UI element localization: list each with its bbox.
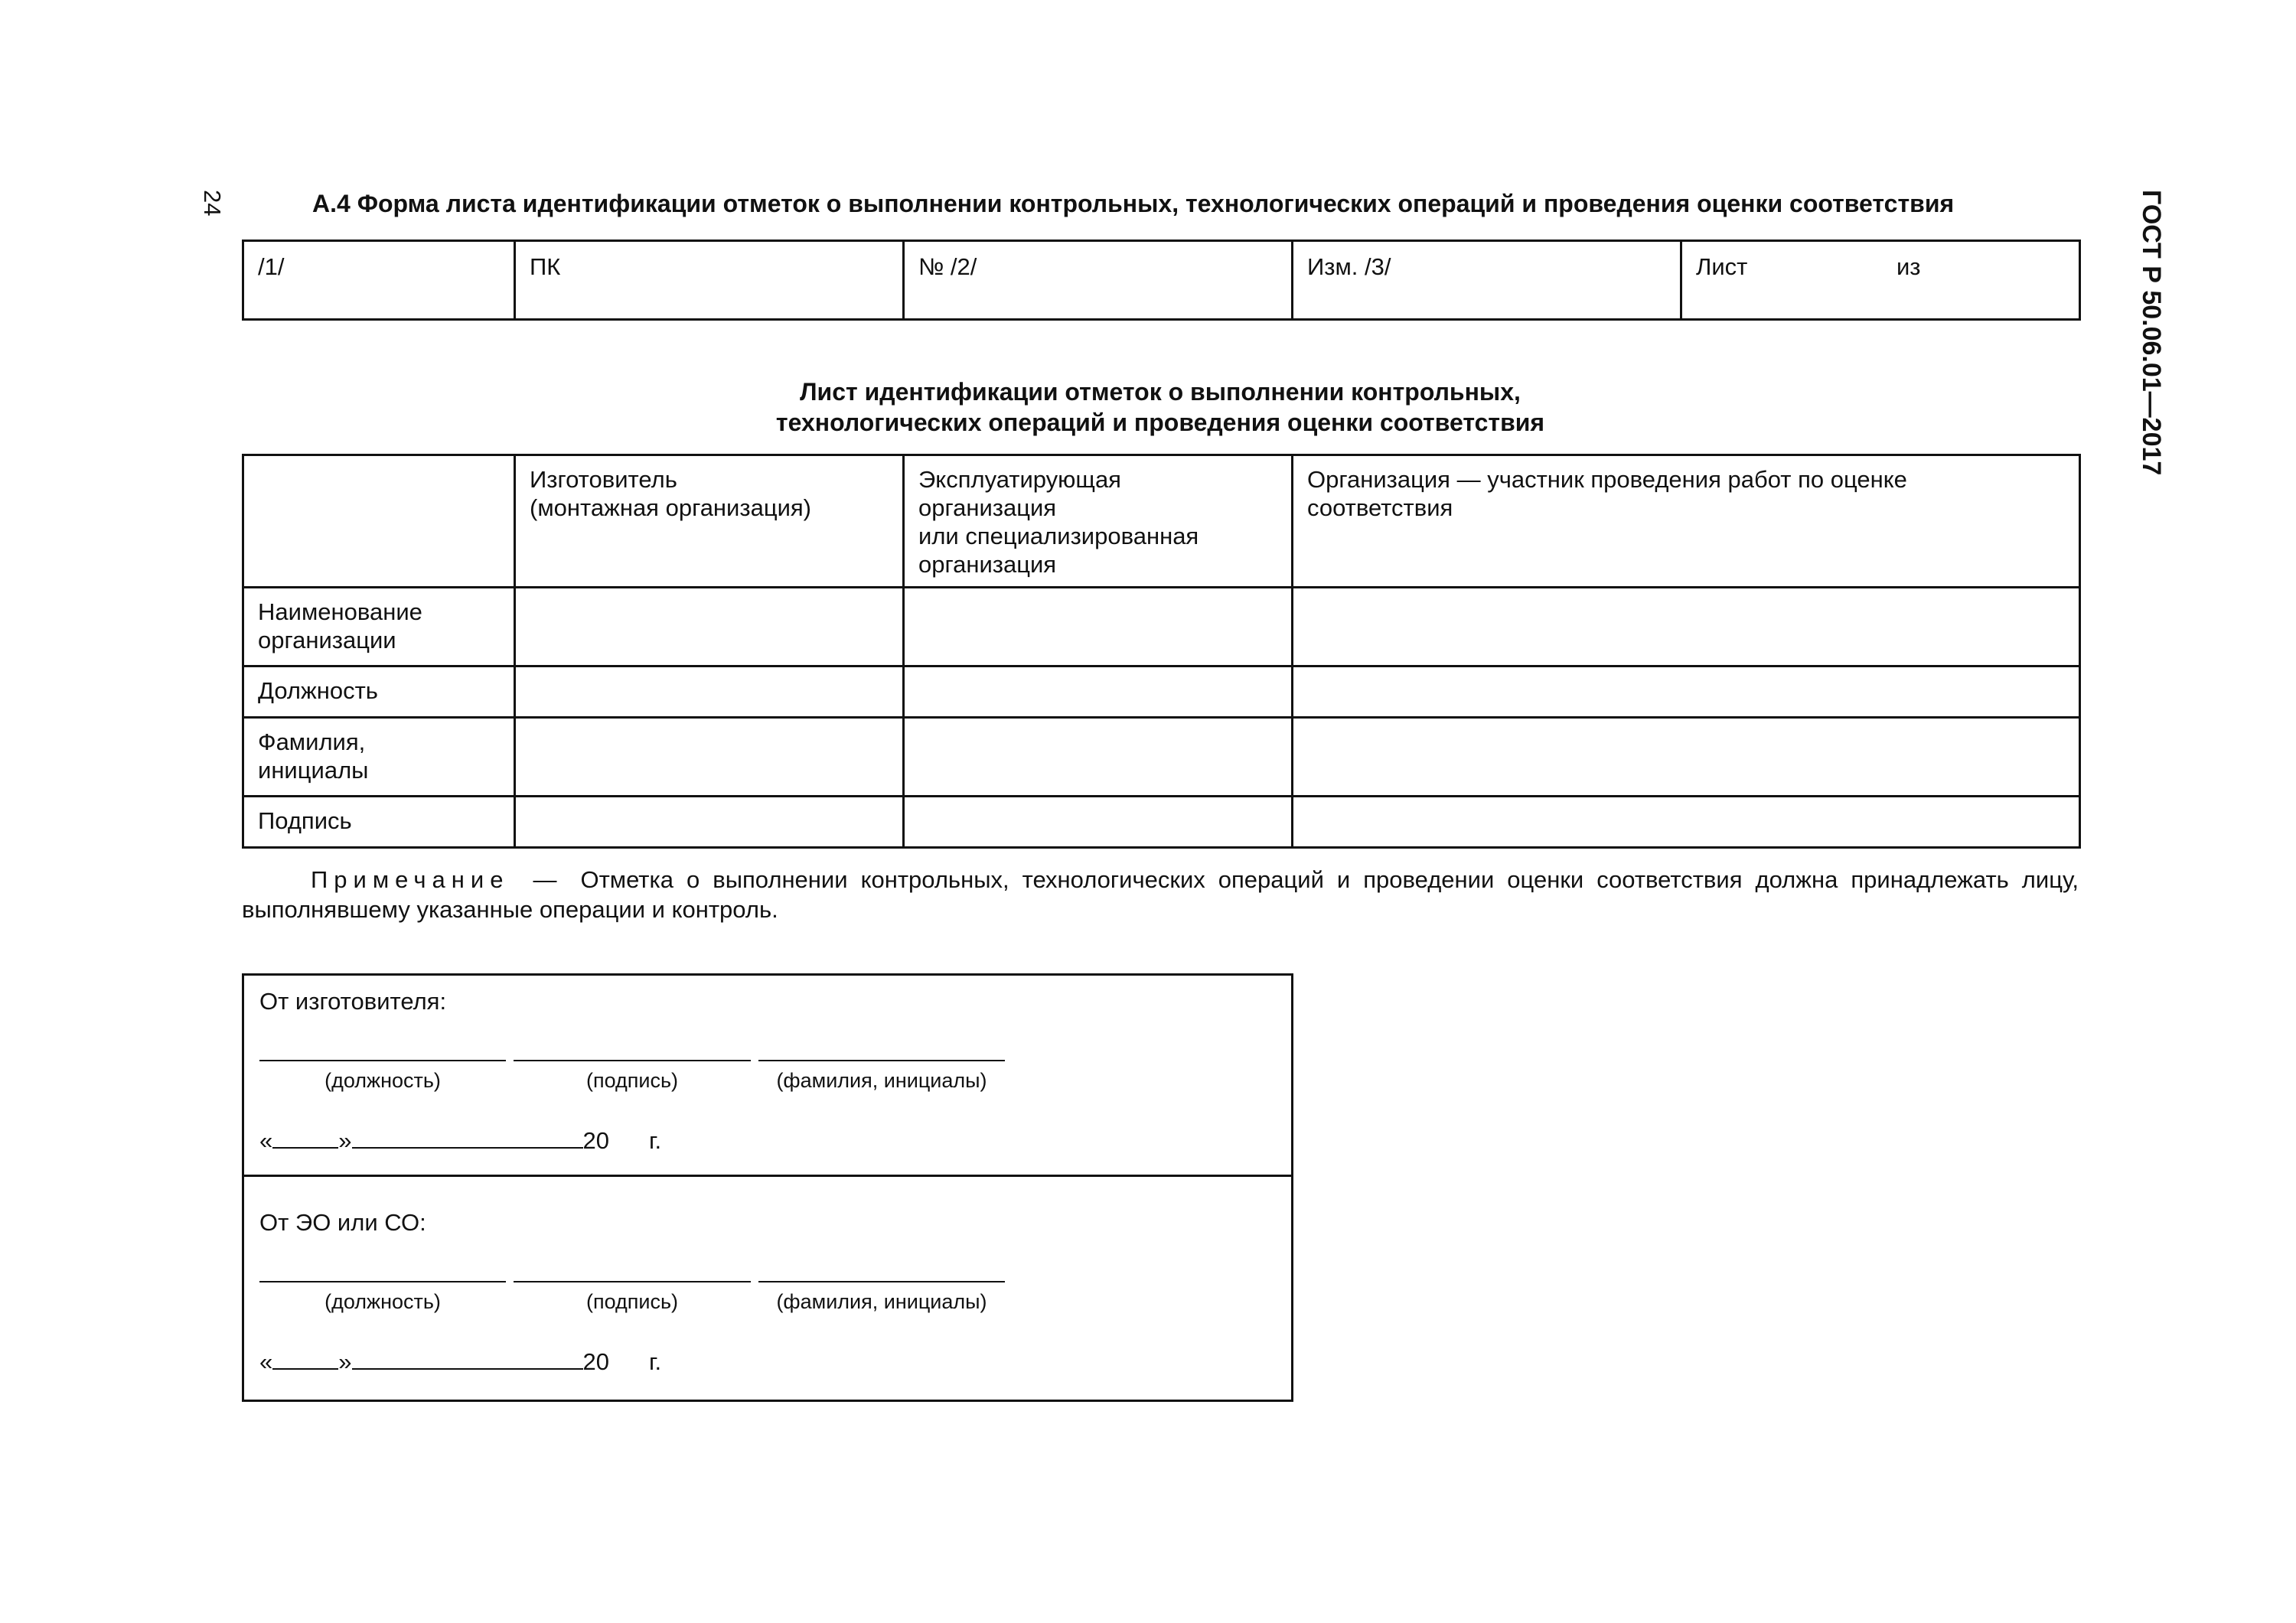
row-label-full-name — [243, 718, 515, 797]
note-paragraph — [242, 865, 2079, 924]
sheet-of-label: из — [1896, 253, 1921, 280]
column-header-text: организация — [918, 551, 1057, 578]
section-heading: А.4 Форма листа идентификации отметок о выполнении контрольных, технологических операций и проведения оценки соответствия — [312, 190, 1955, 217]
table-cell[interactable] — [1293, 718, 2080, 797]
table-row — [243, 718, 2080, 797]
position-caption: (должность) — [325, 1290, 441, 1313]
column-header-text: Эксплуатирующая — [918, 466, 1121, 493]
date-month-line[interactable] — [352, 1347, 583, 1370]
column-header-text: организация — [918, 494, 1057, 521]
table-row — [243, 797, 2080, 848]
table-cell[interactable] — [1293, 797, 2080, 848]
row-label-text: инициалы — [258, 757, 369, 784]
signature-box — [242, 973, 1293, 1402]
column-header-text: Изготовитель — [530, 466, 677, 493]
date-close-quote: » — [338, 1348, 352, 1375]
table-cell[interactable] — [904, 588, 1293, 666]
table-cell[interactable] — [515, 718, 904, 797]
form-title — [242, 376, 2079, 438]
position-line[interactable] — [259, 1281, 506, 1282]
position-caption: (должность) — [325, 1069, 441, 1092]
form-header-table — [242, 240, 2081, 321]
table-cell[interactable] — [515, 588, 904, 666]
date-field[interactable] — [259, 1347, 661, 1376]
note-text: Отметка о выполнении контрольных, технологических операций и проведении оценки соответствия должна принадлежать лицу, выполнявшему указанные операции и контроль. — [242, 866, 2079, 923]
table-row — [243, 588, 2080, 666]
date-open-quote: « — [259, 1127, 273, 1154]
table-cell[interactable] — [1293, 666, 2080, 718]
column-header-text: Организация — участник проведения работ по оценке — [1307, 466, 1907, 493]
form-header-row — [243, 241, 2080, 320]
gost-standard-label: ГОСТ Р 50.06.01—2017 — [2137, 190, 2166, 476]
note-dash: — — [533, 866, 557, 893]
date-year-suffix: г. — [648, 1127, 662, 1154]
sheet-label: Лист — [1696, 253, 1748, 280]
column-header-operator — [904, 455, 1293, 588]
date-year-suffix: г. — [648, 1348, 662, 1375]
row-label-position: Должность — [243, 666, 515, 718]
signature-block-operator — [244, 1177, 1291, 1376]
column-header-text: (монтажная организация) — [530, 494, 812, 521]
signature-block-title: От ЭО или СО: — [259, 1209, 426, 1236]
form-title-line-1: Лист идентификации отметок о выполнении контрольных, — [800, 378, 1521, 406]
signature-block-title: От изготовителя: — [259, 988, 447, 1015]
header-cell-1: /1/ — [243, 241, 515, 320]
date-year-prefix: 20 — [582, 1127, 609, 1154]
table-cell[interactable] — [904, 797, 1293, 848]
row-label-text: Фамилия, — [258, 728, 366, 755]
date-close-quote: » — [338, 1127, 352, 1154]
row-label-signature: Подпись — [243, 797, 515, 848]
date-month-line[interactable] — [352, 1126, 583, 1149]
table-cell[interactable] — [515, 666, 904, 718]
header-cell-number: № /2/ — [904, 241, 1293, 320]
name-line[interactable] — [758, 1060, 1005, 1061]
identification-table — [242, 454, 2081, 849]
form-title-line-2: технологических операций и проведения оценки соответствия — [775, 409, 1545, 436]
row-label-organization-name — [243, 588, 515, 666]
signature-line[interactable] — [514, 1281, 751, 1282]
row-label-text: организации — [258, 627, 396, 653]
table-cell[interactable] — [904, 666, 1293, 718]
header-cell-revision: Изм. /3/ — [1293, 241, 1681, 320]
row-label-text: Наименование — [258, 598, 422, 625]
date-day-line[interactable] — [272, 1126, 338, 1149]
date-day-line[interactable] — [272, 1347, 338, 1370]
signature-caption: (подпись) — [585, 1290, 679, 1313]
header-empty-cell — [243, 455, 515, 588]
header-cell-sheet — [1681, 241, 2080, 320]
name-line[interactable] — [758, 1281, 1005, 1282]
date-year-prefix: 20 — [582, 1348, 609, 1375]
date-field[interactable] — [259, 1126, 661, 1155]
table-header-row — [243, 455, 2080, 588]
table-cell[interactable] — [904, 718, 1293, 797]
column-header-text: или специализированная — [918, 523, 1199, 549]
header-cell-pk: ПК — [515, 241, 904, 320]
name-caption: (фамилия, инициалы) — [776, 1069, 987, 1092]
column-header-text: соответствия — [1307, 494, 1453, 521]
signature-caption: (подпись) — [585, 1069, 679, 1092]
note-label: Примечание — [311, 866, 510, 893]
name-caption: (фамилия, инициалы) — [776, 1290, 987, 1313]
page-number: 24 — [199, 190, 226, 217]
position-line[interactable] — [259, 1060, 506, 1061]
signature-block-manufacturer — [244, 976, 1291, 1175]
column-header-manufacturer — [515, 455, 904, 588]
table-row — [243, 666, 2080, 718]
table-cell[interactable] — [1293, 588, 2080, 666]
signature-line[interactable] — [514, 1060, 751, 1061]
date-open-quote: « — [259, 1348, 273, 1375]
column-header-assessment-org — [1293, 455, 2080, 588]
table-cell[interactable] — [515, 797, 904, 848]
